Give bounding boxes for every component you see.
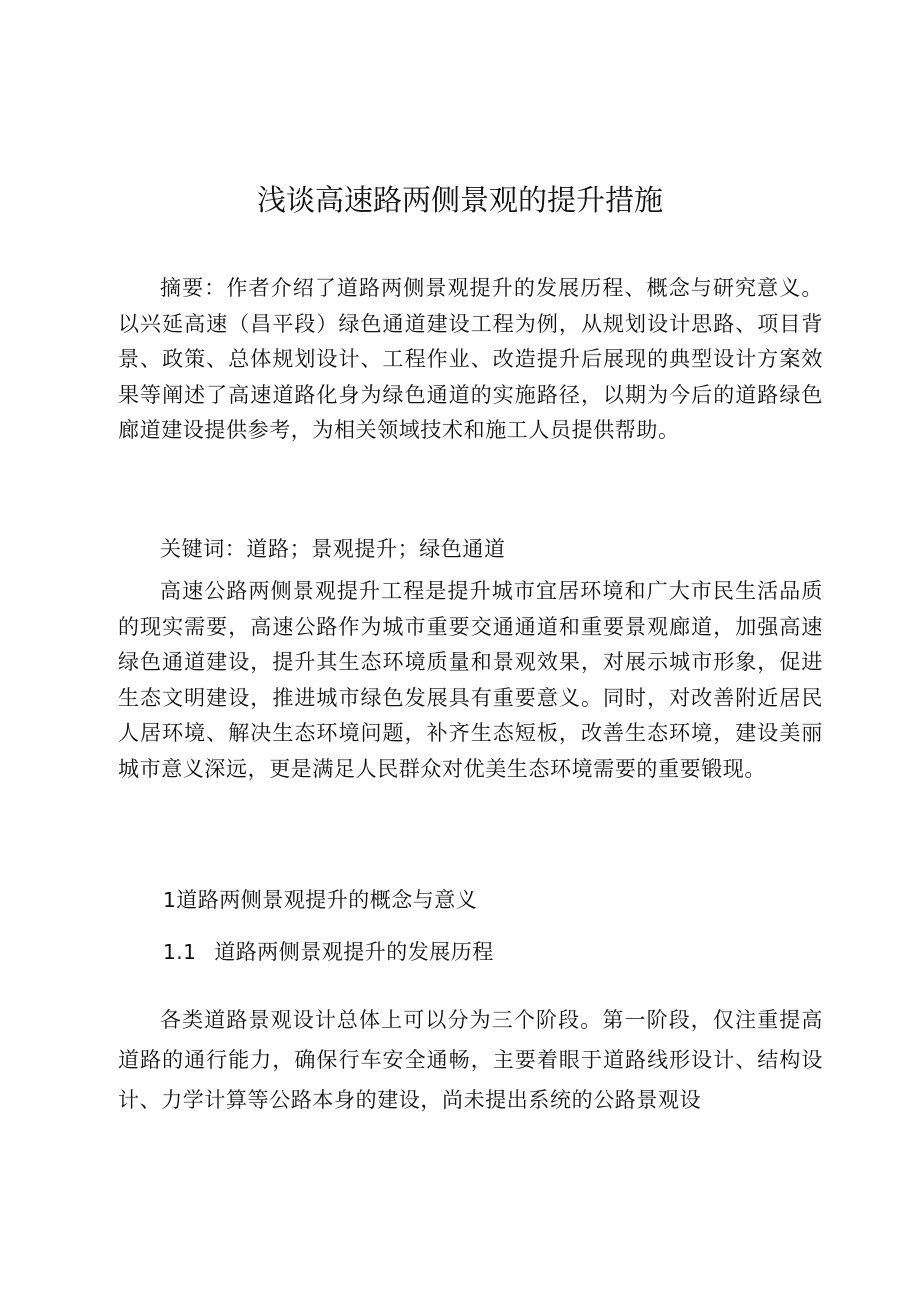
section-1-title: 道路两侧景观提升的概念与意义 bbox=[176, 888, 478, 912]
body-paragraph: 各类道路景观设计总体上可以分为三个阶段。第一阶段，仅注重提高道路的通行能力，确保行车安全通畅，主要着眼于道路线形设计、结构设计、力学计算等公路本身的建设，尚未提出系统的公路景观设 bbox=[118, 1008, 823, 1112]
section-1-number: 1 bbox=[163, 888, 177, 912]
section-1-heading bbox=[163, 884, 477, 916]
keywords-line: 关键词：道路；景观提升；绿色通道 bbox=[160, 537, 506, 561]
section-1-1-title: 道路两侧景观提升的发展历程 bbox=[214, 940, 494, 964]
intro-paragraph: 高速公路两侧景观提升工程是提升城市宜居环境和广大市民生活品质的现实需要，高速公路作为城市重要交通通道和重要景观廊道，加强高速绿色通道建设，提升其生态环境质量和景观效果，对展示城市形象，促进生态文明建设，推进城市绿色发展具有重要意义。同时，对改善附近居民人居环境、解决生态环境问题，补齐生态短板，改善生态环境，建设美丽城市意义深远，更是满足人民群众对优美生态环境需要的重要锻现。 bbox=[118, 579, 823, 781]
section-1-1-heading bbox=[163, 936, 494, 968]
section-1-1-number: 1.1 bbox=[163, 940, 197, 964]
abstract-paragraph: 摘要：作者介绍了道路两侧景观提升的发展历程、概念与研究意义。以兴延高速（昌平段）绿色通道建设工程为例，从规划设计思路、项目背景、政策、总体规划设计、工程作业、改造提升后展现的典型设计方案效果等阐述了高速道路化身为绿色通道的实施路径，以期为今后的道路绿色廊道建设提供参考，为相关领域技术和施工人员提供帮助。 bbox=[118, 276, 823, 442]
document-title: 浅谈高速路两侧景观的提升措施 bbox=[256, 183, 663, 217]
